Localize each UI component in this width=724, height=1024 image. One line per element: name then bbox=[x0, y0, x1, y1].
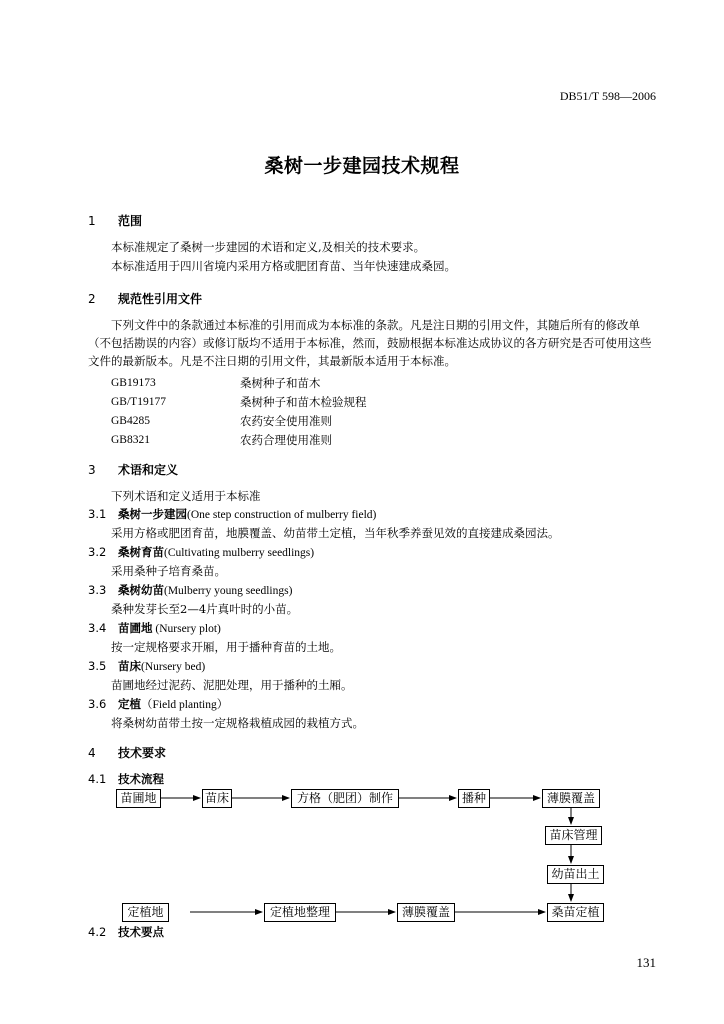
section-title: 规范性引用文件 bbox=[118, 292, 203, 306]
paragraph: 下列文件中的条款通过本标准的引用而成为本标准的条款。凡是注日期的引用文件，其随后所有的修改单（不包括勘误的内容）或修订版均不适用于本标准，然而，鼓励根据本标准达成协议的各方研究是否可使用这些文件的最新版本。凡是不注日期的引用文件，其最新版本适用于本标准。 bbox=[88, 318, 652, 368]
flow-box-seedling-emergence: 幼苗出土 bbox=[547, 865, 604, 884]
term-name: 桑树幼苗 bbox=[118, 583, 164, 597]
reference-code: GB19173 bbox=[111, 377, 156, 389]
subsection-number: 4.1 bbox=[88, 772, 107, 786]
reference-name: 桑树种子和苗木 bbox=[240, 376, 321, 390]
section-title: 技术要求 bbox=[118, 746, 167, 760]
subsection-title: 技术要点 bbox=[118, 925, 164, 939]
term-number: 3.1 bbox=[88, 507, 107, 521]
reference-code: GB4285 bbox=[111, 415, 150, 427]
term-number: 3.6 bbox=[88, 697, 107, 711]
term-number: 3.5 bbox=[88, 659, 107, 673]
term-number: 3.4 bbox=[88, 621, 107, 635]
paragraph: 下列术语和定义适用于本标准 bbox=[111, 489, 261, 503]
term-english: (Mulberry young seedlings) bbox=[164, 585, 293, 597]
section-number: 1 bbox=[88, 214, 96, 228]
term-english: (One step construction of mulberry field) bbox=[187, 509, 377, 521]
term-name: 桑树一步建园 bbox=[118, 507, 187, 521]
flow-box-seedbed-management: 苗床管理 bbox=[545, 826, 602, 845]
term-definition: 采用方格或肥团育苗，地膜覆盖、幼苗带土定植，当年秋季养蚕见效的直接建成桑园法。 bbox=[111, 526, 560, 540]
term-number: 3.3 bbox=[88, 583, 107, 597]
flow-box-grid-making: 方格（肥团）制作 bbox=[291, 789, 399, 808]
standard-code: DB51/T 598—2006 bbox=[559, 89, 656, 103]
reference-name: 农药安全使用准则 bbox=[240, 414, 332, 428]
term-english: (Cultivating mulberry seedlings) bbox=[164, 547, 315, 559]
section-number: 3 bbox=[88, 463, 96, 477]
term-english: （Field planting） bbox=[141, 699, 229, 711]
term-name: 苗圃地 bbox=[118, 621, 153, 635]
term-english: (Nursery plot) bbox=[152, 623, 221, 635]
term-name: 桑树育苗 bbox=[118, 545, 164, 559]
subsection-number: 4.2 bbox=[88, 925, 107, 939]
term-name: 苗床 bbox=[118, 659, 141, 673]
section-title: 术语和定义 bbox=[118, 463, 179, 477]
reference-name: 农药合理使用准则 bbox=[240, 433, 332, 447]
flow-box-seedling-planting: 桑苗定植 bbox=[547, 903, 604, 922]
flow-box-nursery-plot: 苗圃地 bbox=[116, 789, 161, 808]
term-english: (Nursery bed) bbox=[141, 661, 206, 673]
term-definition: 采用桑种子培育桑苗。 bbox=[111, 564, 226, 578]
reference-code: GB8321 bbox=[111, 434, 150, 446]
reference-name: 桑树种子和苗木检验规程 bbox=[240, 395, 367, 409]
paragraph: 本标准规定了桑树一步建园的术语和定义,及相关的技术要求。 bbox=[111, 240, 426, 254]
section-number: 4 bbox=[88, 746, 96, 760]
flow-box-land-preparation: 定植地整理 bbox=[264, 903, 336, 922]
section-number: 2 bbox=[88, 292, 96, 306]
flow-box-film-cover: 薄膜覆盖 bbox=[397, 903, 455, 922]
flow-box-film-cover: 薄膜覆盖 bbox=[542, 789, 600, 808]
subsection-heading bbox=[88, 924, 164, 940]
term-definition: 按一定规格要求开厢，用于播种育苗的土地。 bbox=[111, 640, 341, 654]
flow-box-planting-land: 定植地 bbox=[122, 903, 169, 922]
term-definition: 将桑树幼苗带土按一定规格栽植成园的栽植方式。 bbox=[111, 716, 364, 730]
page-title: 桑树一步建园技术规程 bbox=[264, 155, 460, 177]
term-definition: 苗圃地经过泥药、泥肥处理，用于播种的土厢。 bbox=[111, 678, 353, 692]
flow-box-seedbed: 苗床 bbox=[202, 789, 232, 808]
section-title: 范围 bbox=[118, 214, 143, 228]
term-number: 3.2 bbox=[88, 545, 107, 559]
term-definition: 桑种发芽长至2—4片真叶时的小苗。 bbox=[111, 602, 299, 616]
flow-box-sowing: 播种 bbox=[458, 789, 490, 808]
reference-code: GB/T19177 bbox=[111, 396, 166, 408]
paragraph: 本标准适用于四川省境内采用方格或肥团育苗、当年快速建成桑园。 bbox=[111, 259, 456, 273]
subsection-title: 技术流程 bbox=[118, 772, 164, 786]
term-name: 定植 bbox=[118, 697, 141, 711]
page-number: 131 bbox=[636, 955, 656, 970]
